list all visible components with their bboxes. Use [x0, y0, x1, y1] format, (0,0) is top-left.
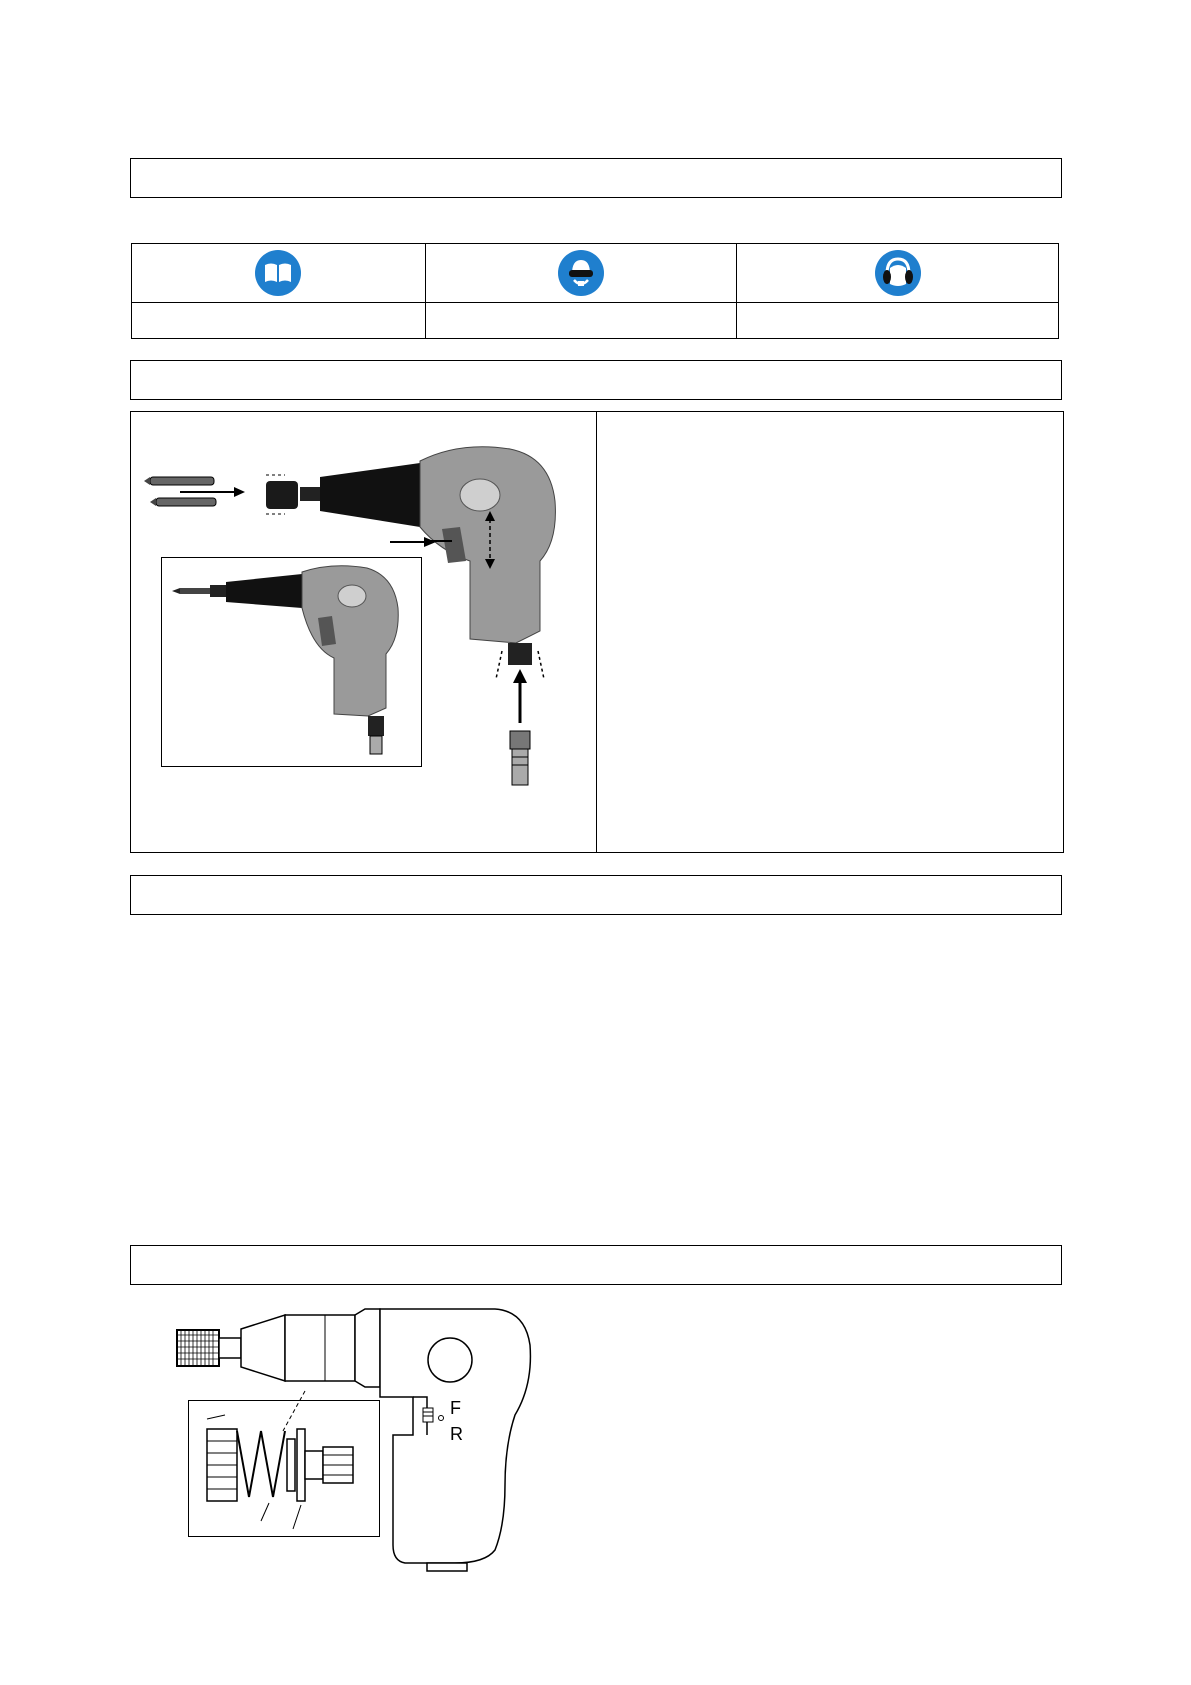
description-section-bar: [130, 360, 1062, 400]
clutch-detail-inset: [188, 1400, 380, 1537]
reverse-label: R: [450, 1424, 463, 1444]
safety-icon-cell-2: [425, 244, 737, 303]
safety-icons-table: [131, 243, 1059, 339]
forward-label: F: [450, 1398, 461, 1418]
safety-icon-label-3: [737, 303, 1059, 339]
clutch-spring-drawing: [189, 1401, 379, 1536]
safety-icon-cell-1: [132, 244, 426, 303]
safety-section-bar: [130, 158, 1062, 198]
safety-icon-cell-3: [737, 244, 1059, 303]
eye-protection-icon: [558, 250, 604, 296]
adjustment-section-bar: [130, 1245, 1062, 1285]
knurled-chuck: [177, 1330, 219, 1366]
safety-icon-label-2: [425, 303, 737, 339]
read-manual-icon: [255, 250, 301, 296]
operation-section-bar: [130, 875, 1062, 915]
assembled-tool-photo-inset: [161, 557, 422, 767]
ear-protection-icon: [875, 250, 921, 296]
description-text-panel: [596, 411, 1064, 853]
assembled-tool-illustration: [162, 558, 420, 765]
safety-icon-label-1: [132, 303, 426, 339]
